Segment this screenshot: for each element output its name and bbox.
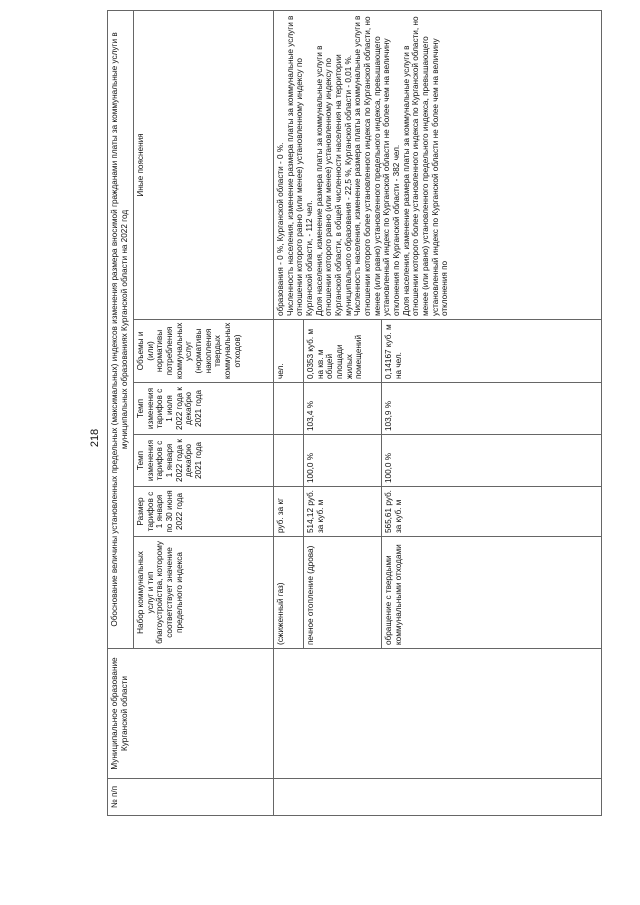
tariff-cell: 565,61 руб. за куб. м	[382, 487, 602, 537]
tariff-index-table	[107, 10, 602, 816]
rate-jul-cell: 103,4 %	[304, 383, 382, 435]
page-number: 218	[89, 428, 102, 448]
notes-line: Численность населения, изменение размера платы за коммунальные услуги в отношении которого более установленного индекса по Курганской области, но менее (или равно) установленного предельного индекса, превышающего установленный индекс по Курганской области не более чем на величину отклонения по Курганской области - 382 чел.	[353, 15, 402, 316]
rate-jul-cell	[274, 383, 304, 435]
volume-cell: 0,0353 куб. м на кв. м общей площади жилых помещений	[304, 320, 382, 383]
service-set-cell: обращение с твердыми коммунальными отходами	[382, 537, 602, 649]
notes-cell	[274, 10, 602, 319]
col-volume-header: Объемы и (или) нормативы потребления коммунальных услуг (нормативы накопления твердых коммунальных отходов)	[134, 320, 274, 383]
rate-jan-cell: 100,0 %	[304, 435, 382, 487]
row-num-cell	[274, 779, 602, 816]
service-set-cell: (сжиженный газ)	[274, 537, 304, 649]
table-row	[274, 10, 304, 815]
volume-cell: 0,14167 куб. м на чел.	[382, 320, 602, 383]
rate-jul-cell: 103,9 %	[382, 383, 602, 435]
notes-line: Доля населения, изменение размера платы за коммунальные услуги в отношении которого более установленного индекса по Курганской области, но менее (или равно) установленного предельного индекса, превышающего установленный индекс по Курганской области не более чем на величину отклонения по	[401, 16, 450, 316]
notes-line: Численность населения, изменение размера платы за коммунальные услуги в отношении которого равно (или менее) установленному индексу по Курганской области, - 112 чел.	[285, 15, 315, 316]
tariff-cell: 514,12 руб. за куб. м	[304, 487, 382, 537]
service-set-cell: печное отопление (дрова)	[304, 537, 382, 649]
rate-jan-cell	[274, 435, 304, 487]
tariff-cell: руб. за кг	[274, 487, 304, 537]
table-main-title: Обоснование величины установленных предельных (максимальных) индексов изменения размера вносимой гражданами платы за коммунальные услуги в муниципальных образованиях Курганской области на 2022 год	[108, 10, 134, 648]
col-rate-jan-header: Темп изменения тарифов с 1 января 2022 года к декабрю 2021 года	[134, 435, 274, 487]
col-num-header: № п/п	[108, 779, 274, 816]
col-service-set-header: Набор коммунальных услуг и тип благоустройства, которому соответствует значение предельного индекса	[134, 537, 274, 649]
rate-jan-cell: 100,0 %	[382, 435, 602, 487]
col-rate-jul-header: Темп изменения тарифов с 1 июля 2022 года к декабрю 2021 года	[134, 383, 274, 435]
volume-cell: чел.	[274, 320, 304, 383]
col-tariff-header: Размер тарифов с 1 января по 30 июня 2022 года	[134, 487, 274, 537]
notes-line: образования - 0 %, Курганской области - 0 %.	[276, 142, 285, 316]
notes-line: Доля населения, изменение размера платы за коммунальные услуги в отношении которого равно (или менее) установленному индексу по Курганской области, в общей численности населения на территории муниципального образования - 22,5 %, Курганской области - 0,01 %.	[314, 45, 353, 316]
header-row-1	[108, 10, 134, 815]
col-notes-header: Иные пояснения	[134, 10, 274, 319]
row-municipality-cell	[274, 649, 602, 779]
rotated-page	[107, 11, 607, 816]
col-municipality-header: Муниципальное образование Курганской области	[108, 649, 274, 779]
